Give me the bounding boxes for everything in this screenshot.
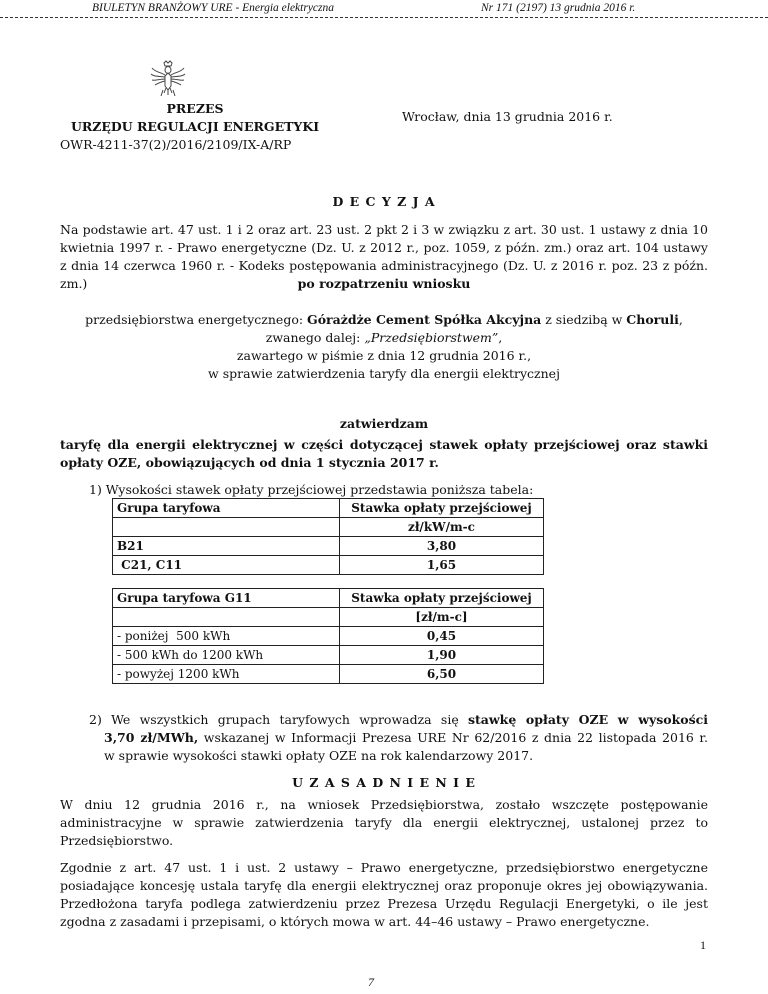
table-row: - 500 kWh do 1200 kWh [113, 646, 340, 665]
justification-title: U Z A S A D N I E N I E [292, 775, 476, 790]
point-2-line-2 [104, 729, 708, 747]
point2-a: 2) We wszystkich grupach taryfowych wprowadza się [89, 712, 468, 727]
table-row-rate: 6,50 [340, 665, 544, 684]
point-2-line-1 [89, 711, 708, 729]
page-number: 1 [700, 938, 706, 952]
justification-paragraph-2: Zgodnie z art. 47 ust. 1 i ust. 2 ustawy – Prawo energetyczne, przedsiębiorstwo energetyczne posiadające koncesję ustala taryfę dla energii elektrycznej oraz proponuje okres jej obowiązywania. Przedłożona taryfa podlega zatwierdzeniu przez Prezesa Urzędu Regulacji Energetyki, o ile jest zgodna z zasadami i przepisami, o których mowa w art. 44–46 ustawy – Prawo energetyczne. [60, 860, 708, 929]
authority-line-2: URZĘDU REGULACJI ENERGETYKI [70, 119, 320, 134]
alias-prefix: zwanego dalej: [265, 330, 365, 345]
applicant-prefix: przedsiębiorstwa energetycznego: [85, 312, 308, 327]
justification-paragraph-1: W dniu 12 grudnia 2016 r., na wniosek Przedsiębiorstwa, zostało wszczęte postępowanie administracyjne w sprawie zatwierdzenia taryfy dla energii elektrycznej, ustalonej przez to Przedsiębiorstwo. [60, 797, 708, 848]
table1-blank-cell [113, 518, 340, 537]
transition-fee-table-1 [112, 498, 544, 575]
applicant-matter-line: w sprawie zatwierdzenia taryfy dla energii elektrycznej [208, 366, 560, 381]
polish-eagle-emblem-icon [150, 60, 186, 98]
legal-basis-paragraph: Na podstawie art. 47 ust. 1 i 2 oraz art. 23 ust. 2 pkt 2 i 3 w związku z art. 30 ust. 1 ustawy z dnia 10 kwietnia 1997 r. - Prawo energetyczne (Dz. U. z 2012 r., poz. 1059, z późn. zm.) oraz art. 104 ustawy z dnia 14 czerwca 1960 r. - Kodeks postępowania administracyjnego (Dz. U. z 2016 r. poz. 23 z późn. zm.) [60, 222, 708, 291]
decision-title: D E C Y Z J A [332, 194, 436, 209]
applicant-name: Górażdże Cement Spółka Akcyjna [307, 312, 542, 327]
table1-header-group: Grupa taryfowa [113, 499, 340, 518]
table-row: B21 [113, 537, 340, 556]
bulletin-header-issue: Nr 171 (2197) 13 grudnia 2016 r. [481, 2, 636, 14]
table1-header-rate: Stawka opłaty przejściowej [340, 499, 544, 518]
place-date: Wrocław, dnia 13 grudnia 2016 r. [402, 109, 613, 124]
case-reference: OWR-4211-37(2)/2016/2109/IX-A/RP [60, 137, 292, 152]
table2-header-rate: Stawka opłaty przejściowej [340, 589, 544, 608]
bulletin-header-title: BIULETYN BRANŻOWY URE - Energia elektryczna [92, 2, 335, 14]
table-row-rate: 1,65 [340, 556, 544, 575]
table-row: C21, C11 [113, 556, 340, 575]
table2-unit: [zł/m-c] [340, 608, 544, 627]
point-2-line-3: w sprawie wysokości stawki opłaty OZE na rok kalendarzowy 2017. [104, 748, 534, 763]
table-row-rate: 0,45 [340, 627, 544, 646]
alias-end: , [498, 330, 503, 345]
applicant-mid: z siedzibą w [541, 312, 627, 327]
table-row-rate: 3,80 [340, 537, 544, 556]
transition-fee-table-2 [112, 588, 544, 684]
point2-b: stawkę opłaty OZE w wysokości [468, 712, 708, 727]
table2-blank-cell [113, 608, 340, 627]
table2-header-group: Grupa taryfowa G11 [113, 589, 340, 608]
table-row: - poniżej 500 kWh [113, 627, 340, 646]
table-row: - powyżej 1200 kWh [113, 665, 340, 684]
after-review-line: po rozpatrzeniu wniosku [297, 276, 471, 291]
point2-d: wskazanej w Informacji Prezesa URE Nr 62/2016 z dnia 22 listopada 2016 r. [198, 730, 708, 745]
applicant-line [60, 311, 708, 329]
point-1: 1) Wysokości stawek opłaty przejściowej przedstawia poniższa tabela: [89, 482, 534, 497]
applicant-end: , [678, 312, 683, 327]
table-row-rate: 1,90 [340, 646, 544, 665]
bulletin-page-number: 7 [368, 975, 374, 989]
applicant-alias-line [60, 329, 708, 347]
tariff-title: taryfę dla energii elektrycznej w części dotyczącej stawek opłaty przejściowej oraz stawki opłaty OZE, obowiązujących od dnia 1 stycznia 2017 r. [60, 437, 708, 470]
authority-line-1: PREZES [166, 101, 224, 116]
applicant-city: Choruli [626, 312, 679, 327]
approve-heading: zatwierdzam [339, 416, 429, 431]
table1-unit: zł/kW/m-c [340, 518, 544, 537]
header-divider [0, 17, 768, 18]
point2-c: 3,70 zł/MWh, [104, 730, 199, 745]
applicant-letter-line: zawartego w piśmie z dnia 12 grudnia 2016 r., [236, 348, 532, 363]
alias-name: „Przedsiębiorstwem” [364, 330, 499, 345]
